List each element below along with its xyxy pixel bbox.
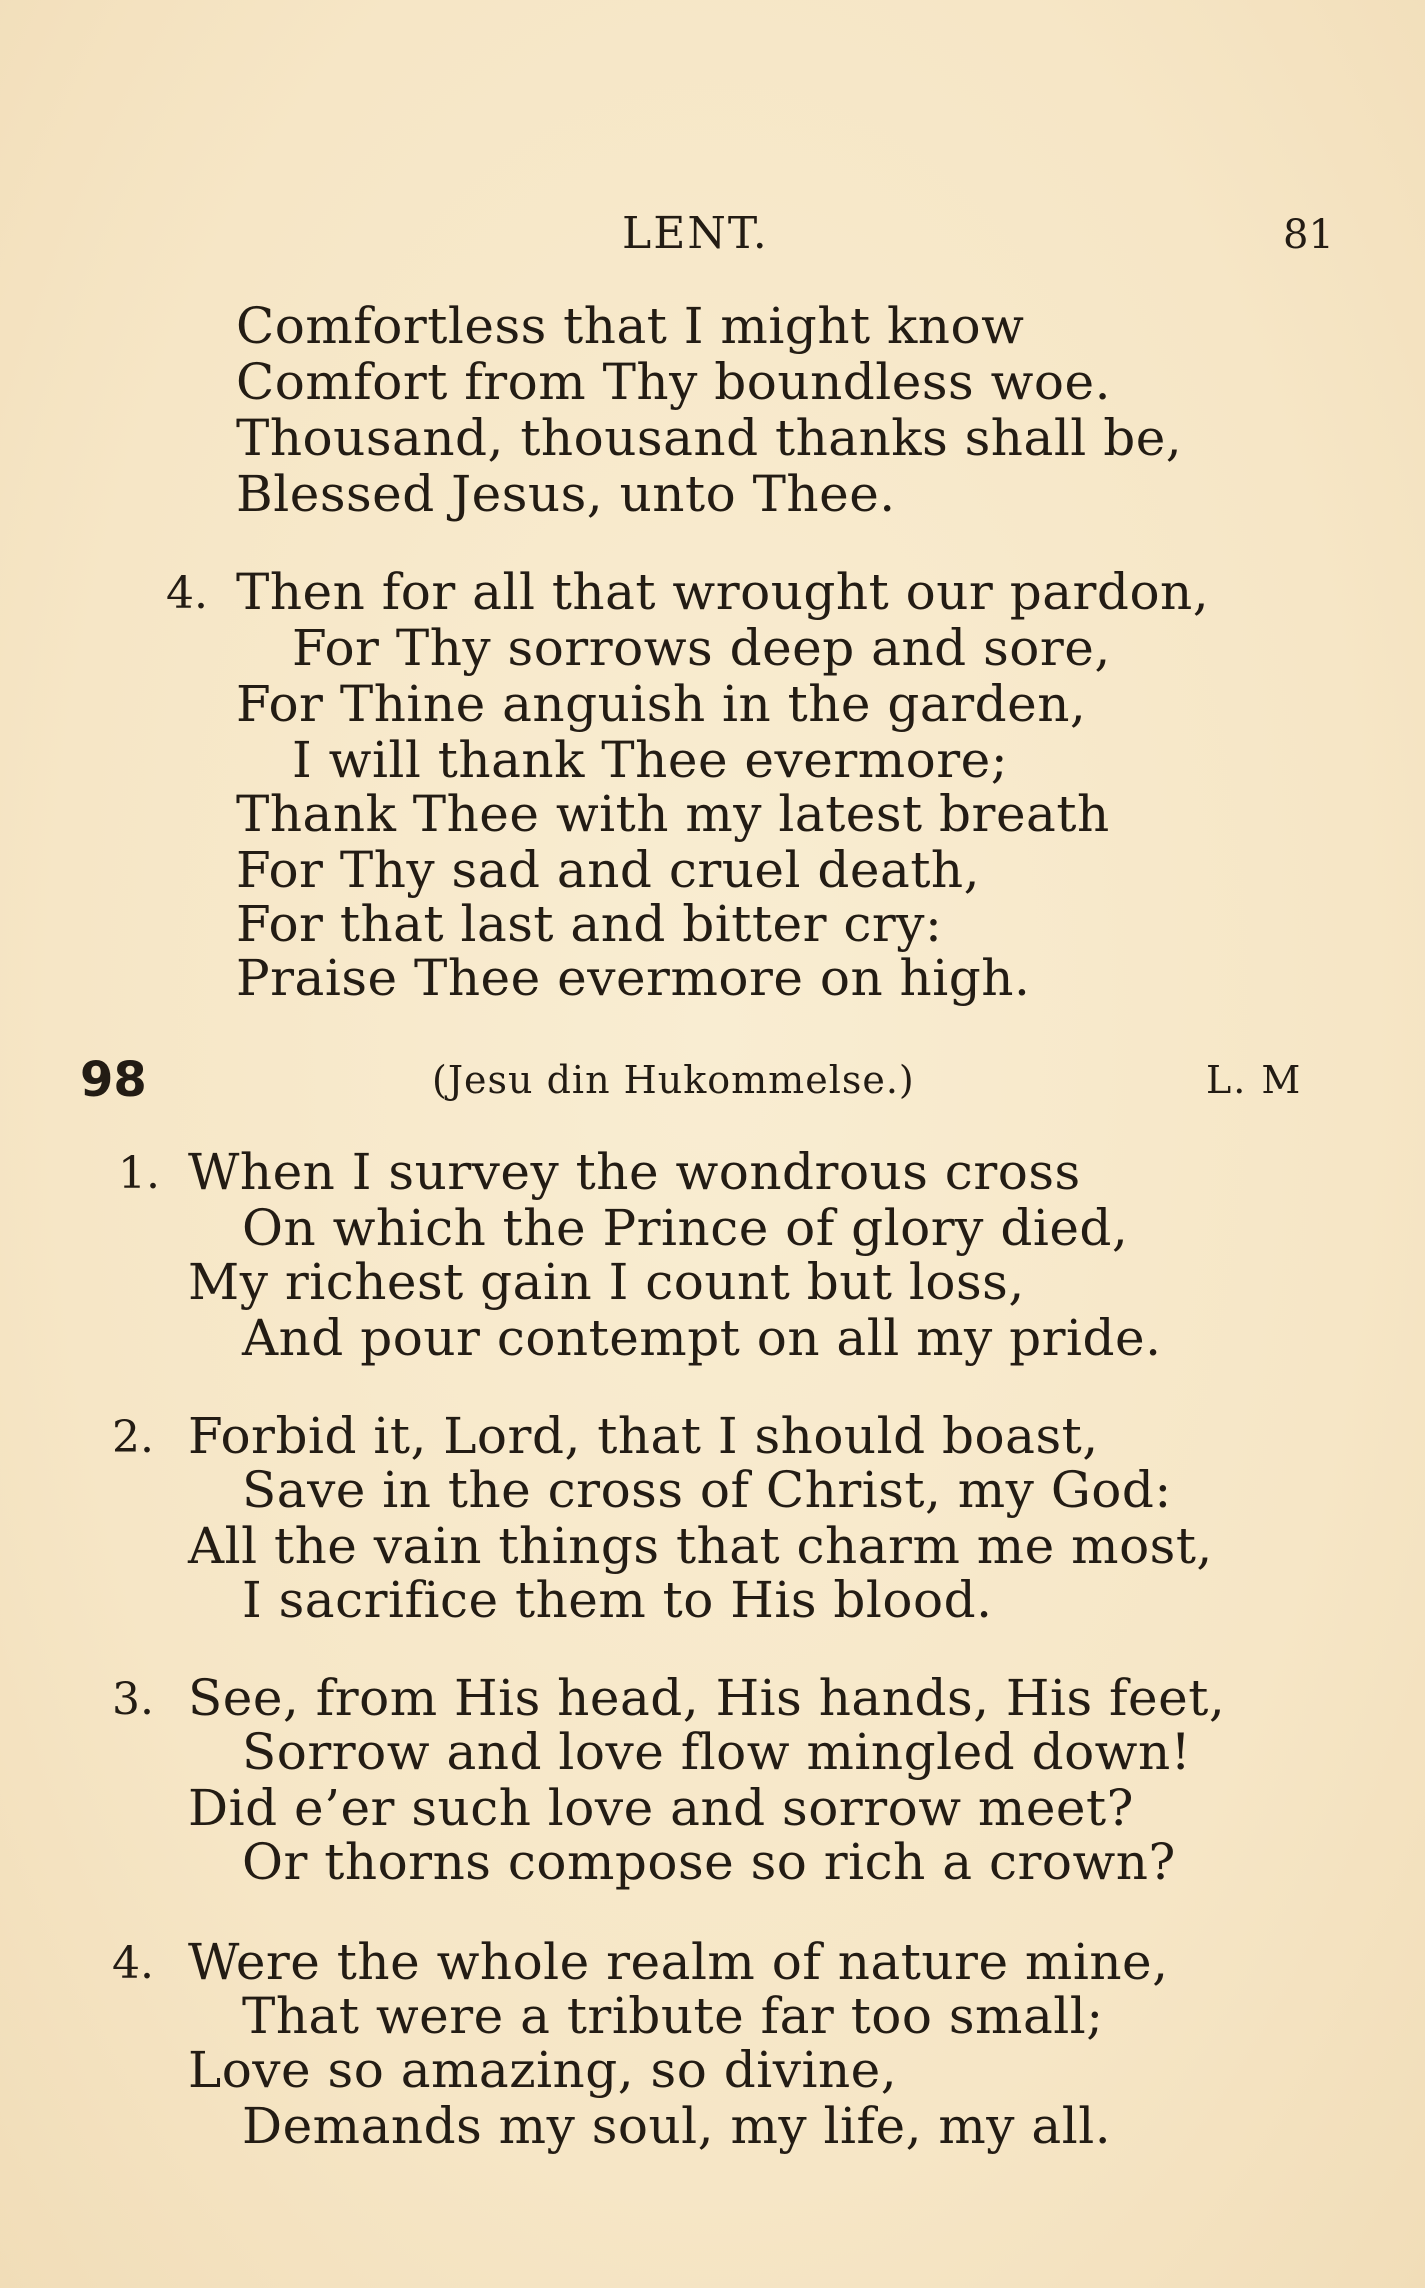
verse-line: Were the whole realm of nature mine, <box>188 1933 1169 1991</box>
hymn-header <box>0 1052 1425 1112</box>
verse-line: Sorrow and love flow mingled down! <box>242 1723 1192 1781</box>
verse-line: See, from His head, His hands, His feet, <box>188 1669 1226 1727</box>
verse-line: For Thy sad and cruel death, <box>236 841 981 899</box>
hymn-meter: L. M <box>1206 1058 1303 1102</box>
stanza-number: 4. <box>166 568 208 619</box>
stanza-number: 4. <box>112 1938 154 1989</box>
verse-line: Comfort from Thy boundless woe. <box>236 353 1111 411</box>
stanza-number: 3. <box>112 1674 154 1725</box>
stanza-number: 1. <box>118 1148 160 1199</box>
hymn-number: 98 <box>80 1052 147 1108</box>
verse-line: Thousand, thousand thanks shall be, <box>236 409 1183 467</box>
verse-line: Demands my soul, my life, my all. <box>242 2097 1112 2155</box>
verse-line: Thank Thee with my latest breath <box>236 785 1110 843</box>
verse-line: I sacrifice them to His blood. <box>242 1571 993 1629</box>
verse-line: And pour contempt on all my pride. <box>242 1309 1162 1367</box>
verse-line: For that last and bitter cry: <box>236 895 943 953</box>
verse-line: My richest gain I count but loss, <box>188 1253 1025 1311</box>
verse-line: Forbid it, Lord, that I should boast, <box>188 1407 1099 1465</box>
hymn-subtitle: (Jesu din Hukommelse.) <box>432 1058 915 1102</box>
verse-line: Comfortless that I might know <box>236 297 1025 355</box>
verse-line: Or thorns compose so rich a crown? <box>242 1833 1176 1891</box>
verse-line: All the vain things that charm me most, <box>188 1517 1213 1575</box>
section-title: LENT. <box>622 208 769 259</box>
running-head <box>0 208 1425 268</box>
verse-line: That were a tribute far too small; <box>242 1987 1104 2045</box>
verse-line: Then for all that wrought our pardon, <box>236 563 1210 621</box>
verse-line: When I survey the wondrous cross <box>188 1143 1081 1201</box>
verse-line: Blessed Jesus, unto Thee. <box>236 465 896 523</box>
page-number: 81 <box>1283 212 1334 258</box>
verse-line: I will thank Thee evermore; <box>292 731 1009 789</box>
verse-line: For Thine anguish in the garden, <box>236 675 1087 733</box>
verse-line: Save in the cross of Christ, my God: <box>242 1461 1172 1519</box>
verse-line: Praise Thee evermore on high. <box>236 949 1031 1007</box>
verse-line: Did e’er such love and sorrow meet? <box>188 1779 1134 1837</box>
verse-line: Love so amazing, so divine, <box>188 2041 898 2099</box>
stanza-number: 2. <box>112 1412 154 1463</box>
verse-line: On which the Prince of glory died, <box>242 1199 1129 1257</box>
verse-line: For Thy sorrows deep and sore, <box>292 619 1111 677</box>
